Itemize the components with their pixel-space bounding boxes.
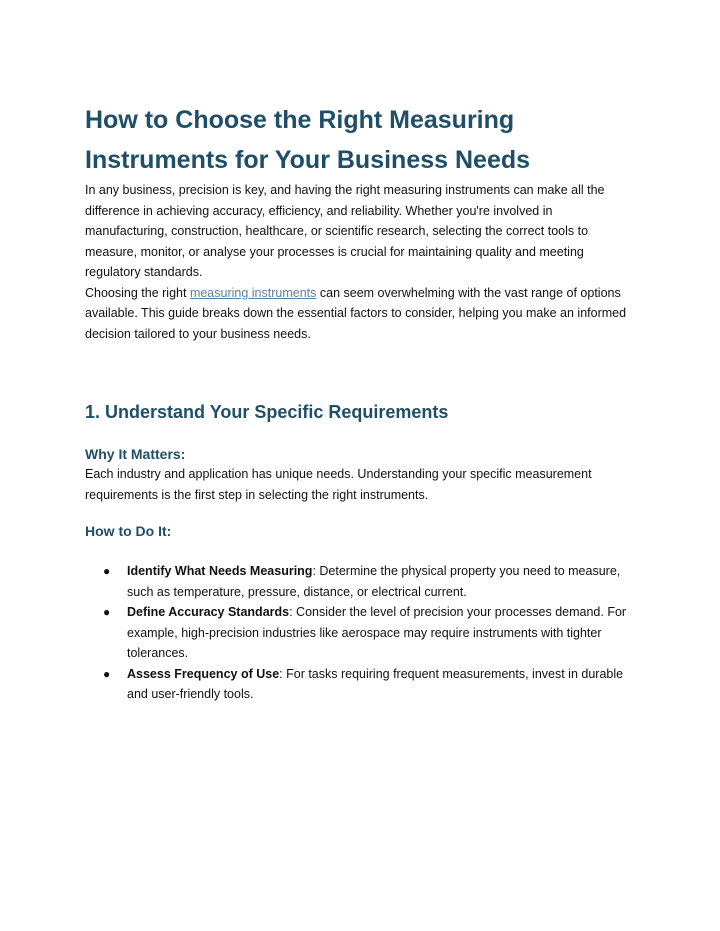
document-page [85, 100, 637, 705]
list-item [85, 664, 637, 705]
why-it-matters-text: Each industry and application has unique needs. Understanding your specific measurement requirements is the first step in selecting the right instruments. [85, 467, 592, 502]
list-item-bold: Identify What Needs Measuring [127, 564, 313, 578]
bullet-icon: ● [103, 605, 111, 619]
how-to-do-it-heading: How to Do It: [85, 523, 172, 539]
list-item-text: : For tasks requiring frequent measurements, invest in durable and user-friendly tools. [127, 666, 624, 701]
section-1-heading: 1. Understand Your Specific Requirements [85, 402, 449, 422]
list-item-text: : Consider the level of precision your processes demand. For example, high-precision industries like aerospace may require instruments with tighter tolerances. [127, 605, 627, 660]
why-it-matters-heading: Why It Matters: [85, 446, 186, 462]
measuring-instruments-link[interactable]: measuring instruments [189, 285, 317, 300]
list-item-text: : Determine the physical property you need to measure, such as temperature, pressure, distance, or electrical current. [127, 564, 621, 599]
page-title: How to Choose the Right Measuring Instruments for Your Business Needs [85, 106, 531, 174]
list-item-bold: Define Accuracy Standards [127, 605, 290, 619]
intro-paragraph: In any business, precision is key, and having the right measuring instruments can make all the difference in achieving accuracy, efficiency, and reliability. Whether you're involved in manufacturing, construction, healthcare, or scientific research, selecting the correct tools to measure, monitor, or analyse your processes is crucial for maintaining quality and meeting regulatory standards. [85, 183, 605, 279]
list-item [85, 602, 637, 664]
second-paragraph [85, 283, 637, 345]
list-item [85, 561, 637, 602]
list-item-bold: Assess Frequency of Use [127, 666, 280, 681]
bullet-icon: ● [103, 564, 111, 578]
second-paragraph-rest: can seem overwhelming with the vast range of options available. This guide breaks down the essential factors to consider, helping you make an informed decision tailored to your business needs. [85, 285, 627, 341]
second-paragraph-lead: Choosing the right [85, 285, 190, 300]
requirements-list [85, 561, 637, 705]
bullet-icon: ● [103, 666, 111, 681]
